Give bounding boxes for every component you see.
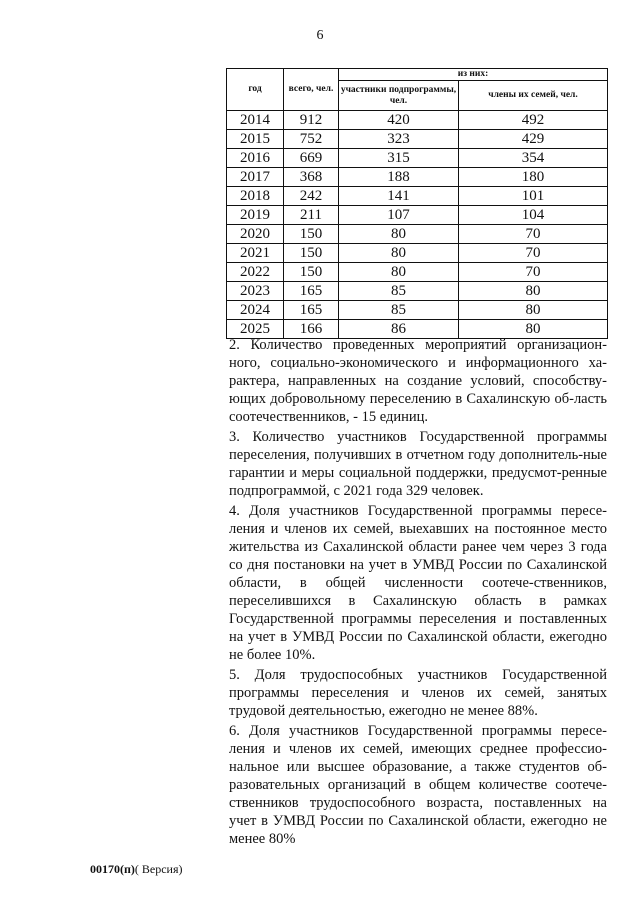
cell-year: 2018 [227,187,284,206]
cell-participants: 323 [339,130,459,149]
header-family: члены их семей, чел. [459,81,608,111]
footer-version: ( Версия) [134,862,183,876]
table-row [227,187,608,206]
cell-participants: 86 [339,320,459,339]
table-row [227,263,608,282]
table-row [227,206,608,225]
cell-year: 2014 [227,111,284,130]
header-participants: участники подпрограммы, чел. [339,81,459,111]
cell-total: 166 [284,320,339,339]
cell-participants: 141 [339,187,459,206]
cell-family: 492 [459,111,608,130]
header-of-them: из них: [339,69,608,81]
cell-total: 150 [284,263,339,282]
cell-family: 70 [459,263,608,282]
cell-family: 429 [459,130,608,149]
cell-total: 150 [284,244,339,263]
body-text [229,336,607,848]
cell-participants: 85 [339,282,459,301]
cell-family: 354 [459,149,608,168]
cell-family: 80 [459,301,608,320]
cell-participants: 420 [339,111,459,130]
cell-year: 2016 [227,149,284,168]
cell-family: 101 [459,187,608,206]
cell-participants: 80 [339,244,459,263]
cell-family: 70 [459,244,608,263]
paragraph-6: 6. Доля участников Государственной программы пересе-ления и членов их семей, имеющих среднее профессио-нальное или высшее образование, а также студентов об-разовательных организаций в общем количестве соотече-ственников трудоспособного возраста, поставленных на учет в УМВД России по Сахалинской области, ежегодно не менее 80% [229,723,607,847]
cell-family: 80 [459,282,608,301]
footer-code: 00170(п) [90,862,135,876]
table-row [227,111,608,130]
cell-year: 2021 [227,244,284,263]
cell-total: 211 [284,206,339,225]
cell-family: 104 [459,206,608,225]
cell-year: 2024 [227,301,284,320]
cell-year: 2020 [227,225,284,244]
cell-family: 180 [459,168,608,187]
table-row [227,225,608,244]
cell-total: 912 [284,111,339,130]
cell-total: 368 [284,168,339,187]
cell-participants: 107 [339,206,459,225]
table-row [227,301,608,320]
cell-total: 150 [284,225,339,244]
table-row [227,168,608,187]
table-body [227,111,608,339]
paragraph-4: 4. Доля участников Государственной программы пересе-ления и членов их семей, выехавших на постоянное место жительства из Сахалинской области ранее чем через 3 года со дня постановки на учет в УМВД России по Сахалинской области, в общей численности соотече-ственников, переселившихся в Сахалинскую область в рамках Государственной программы переселения и поставленных на учет в УМВД России по Сахалинской области, ежегодно не более 10%. [229,503,607,663]
cell-total: 165 [284,301,339,320]
cell-total: 165 [284,282,339,301]
cell-participants: 188 [339,168,459,187]
cell-participants: 85 [339,301,459,320]
cell-year: 2015 [227,130,284,149]
cell-year: 2022 [227,263,284,282]
cell-year: 2019 [227,206,284,225]
table-row [227,149,608,168]
cell-participants: 315 [339,149,459,168]
table-row [227,244,608,263]
footer [90,862,183,877]
table-row [227,282,608,301]
header-total: всего, чел. [284,69,339,111]
cell-year: 2017 [227,168,284,187]
page-number: 6 [316,28,324,43]
cell-year: 2025 [227,320,284,339]
cell-year: 2023 [227,282,284,301]
cell-participants: 80 [339,225,459,244]
cell-participants: 80 [339,263,459,282]
paragraph-2: 2. Количество проведенных мероприятий организацион-ного, социально-экономического и информационного ха-рактера, направленных на создание условий, способству-ющих добровольному переселению в Сахалинскую об-ласть соотечественников, - 15 единиц. [229,337,607,425]
cell-total: 669 [284,149,339,168]
table-row [227,130,608,149]
cell-family: 80 [459,320,608,339]
cell-family: 70 [459,225,608,244]
data-table [226,68,608,339]
cell-total: 752 [284,130,339,149]
paragraph-5: 5. Доля трудоспособных участников Государственной программы переселения и членов их семей, занятых трудовой деятельностью, ежегодно не менее 88%. [229,667,607,719]
header-year: год [227,69,284,111]
cell-total: 242 [284,187,339,206]
paragraph-3: 3. Количество участников Государственной программы переселения, получивших в отчетном году дополнитель-ные гарантии и меры социальной поддержки, предусмот-ренные подпрограммой, с 2021 года 329 человек. [229,429,607,499]
